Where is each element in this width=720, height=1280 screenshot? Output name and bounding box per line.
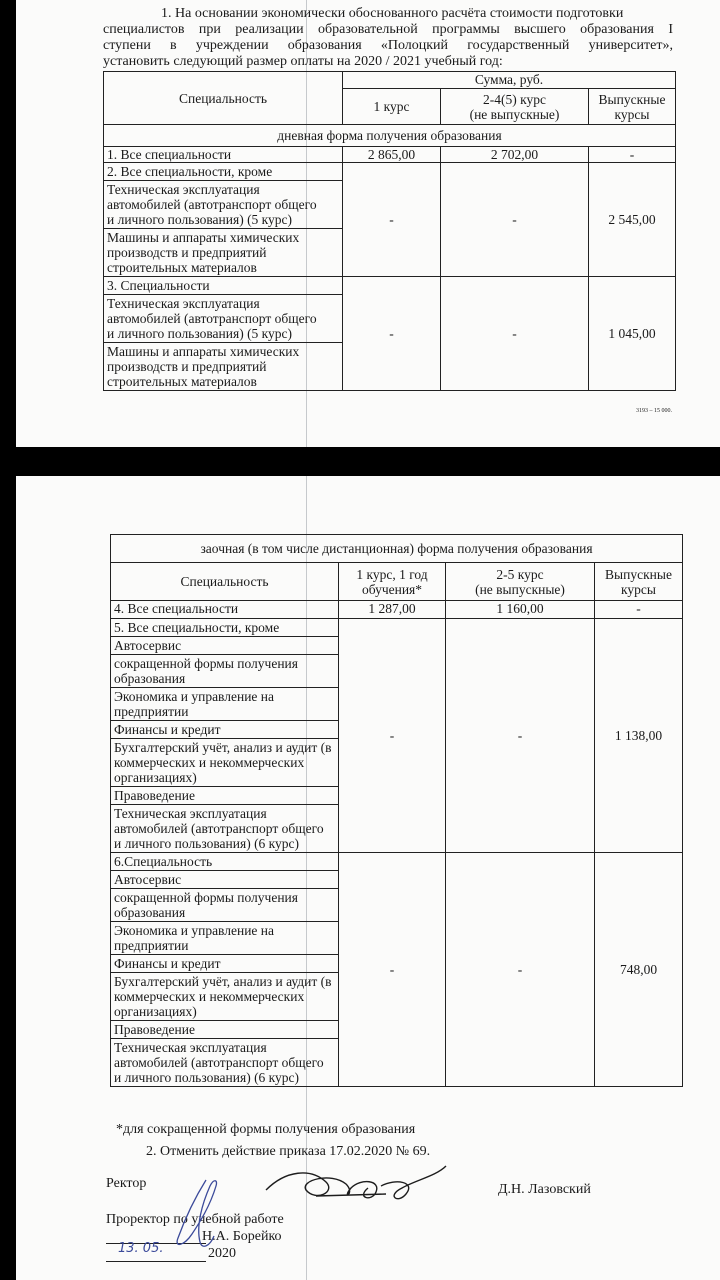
table-row bbox=[111, 601, 683, 619]
rector-label: Ректор bbox=[106, 1176, 147, 1191]
list-item: Техническая эксплуатация автомобилей (автотранспорт общего и личного пользования) (5 курс) bbox=[104, 295, 342, 343]
handwritten-date: 13. 05. bbox=[118, 1241, 164, 1256]
document-page-2 bbox=[16, 476, 720, 1280]
intro-line-3: ступени в учреждении образования «Полоцкий государственный университет», bbox=[103, 38, 673, 53]
rector-signature bbox=[256, 1160, 456, 1210]
list-item: Машины и аппараты химических производств и предприятий строительных материалов bbox=[107, 230, 300, 275]
cell-value: 2 702,00 bbox=[441, 147, 589, 163]
list-item: Техническая эксплуатация автомобилей (автотранспорт общего и личного пользования) (6 курс) bbox=[114, 1040, 324, 1085]
list-item: Машины и аппараты химических производств и предприятий строительных материалов bbox=[107, 344, 300, 389]
list-item: Финансы и кредит bbox=[111, 721, 338, 739]
cell-value: 2 865,00 bbox=[343, 147, 441, 163]
list-item: Правоведение bbox=[111, 787, 338, 805]
cell-value: 1 160,00 bbox=[446, 601, 595, 619]
row-group-5 bbox=[111, 619, 339, 853]
list-item: Бухгалтерский учёт, анализ и аудит (в коммерческих и некоммерческих организациях) bbox=[111, 973, 338, 1021]
list-item: Автосервис bbox=[111, 637, 338, 655]
list-item: Финансы и кредит bbox=[111, 955, 338, 973]
cell-value: - bbox=[446, 853, 595, 1087]
row-title: 6.Специальность bbox=[111, 853, 338, 871]
list-item: Техническая эксплуатация автомобилей (автотранспорт общего и личного пользования) (6 курс) bbox=[114, 806, 324, 851]
cell-value: - bbox=[343, 163, 441, 277]
rector-name: Д.Н. Лазовский bbox=[498, 1182, 591, 1197]
header-col-3: Выпускные курсы bbox=[595, 563, 683, 601]
header-col-1: 1 курс, 1 год обучения* bbox=[339, 563, 446, 601]
intro-line-1: 1. На основании экономически обоснованного расчёта стоимости подготовки bbox=[161, 6, 624, 21]
row-title: 2. Все специальности, кроме bbox=[104, 163, 342, 181]
header-col-1: 1 курс bbox=[343, 89, 441, 125]
cell-value: - bbox=[589, 147, 676, 163]
cell-value: - bbox=[339, 619, 446, 853]
row-name: 1. Все специальности bbox=[104, 147, 343, 163]
header-specialty: Специальность bbox=[111, 563, 339, 601]
cell-value: - bbox=[595, 601, 683, 619]
list-item: сокращенной формы получения образования bbox=[111, 655, 338, 688]
fee-table-extramural bbox=[110, 534, 683, 1087]
table-row bbox=[104, 147, 676, 163]
table-row bbox=[104, 277, 676, 391]
row-name: 4. Все специальности bbox=[111, 601, 339, 619]
section-day-form: дневная форма получения образования bbox=[104, 125, 676, 147]
order-item-2: 2. Отменить действие приказа 17.02.2020 № 69. bbox=[146, 1144, 431, 1159]
date-line bbox=[106, 1261, 206, 1262]
cell-value: 1 138,00 bbox=[595, 619, 683, 853]
list-item: Бухгалтерский учёт, анализ и аудит (в коммерческих и некоммерческих организациях) bbox=[111, 739, 338, 787]
header-col-2: 2-5 курс (не выпускные) bbox=[446, 563, 595, 601]
row-title: 5. Все специальности, кроме bbox=[111, 619, 338, 637]
table-row bbox=[111, 853, 683, 1087]
row-title: 3. Специальности bbox=[104, 277, 342, 295]
header-specialty: Специальность bbox=[104, 72, 343, 125]
table-row bbox=[104, 163, 676, 277]
row-group-3 bbox=[104, 277, 343, 391]
list-item: Правоведение bbox=[111, 1021, 338, 1039]
fee-table-day bbox=[103, 71, 676, 391]
footnote: *для сокращенной формы получения образования bbox=[116, 1122, 416, 1137]
cell-value: - bbox=[446, 619, 595, 853]
list-item: сокращенной формы получения образования bbox=[111, 889, 338, 922]
document-page-1 bbox=[16, 0, 720, 447]
list-item: Техническая эксплуатация автомобилей (автотранспорт общего и личного пользования) (5 курс) bbox=[104, 181, 342, 229]
print-code: 3193 – 15 000. bbox=[636, 408, 672, 414]
cell-value: - bbox=[343, 277, 441, 391]
prorector-name: Н.А. Борейко bbox=[202, 1229, 282, 1244]
list-item: Автосервис bbox=[111, 871, 338, 889]
section-extramural-form: заочная (в том числе дистанционная) форма получения образования bbox=[111, 535, 683, 563]
header-sum: Сумма, руб. bbox=[343, 72, 676, 89]
intro-line-4: установить следующий размер оплаты на 2020 / 2021 учебный год: bbox=[103, 54, 503, 69]
cell-value: 2 545,00 bbox=[589, 163, 676, 277]
cell-value: - bbox=[441, 277, 589, 391]
row-group-2 bbox=[104, 163, 343, 277]
table-row bbox=[111, 619, 683, 853]
cell-value: 748,00 bbox=[595, 853, 683, 1087]
prorector-signature bbox=[166, 1176, 236, 1256]
intro-line-2: специалистов при реализации образовательной программы высшего образования I bbox=[103, 22, 673, 37]
cell-value: 1 287,00 bbox=[339, 601, 446, 619]
cell-value: 1 045,00 bbox=[589, 277, 676, 391]
cell-value: - bbox=[339, 853, 446, 1087]
cell-value: - bbox=[441, 163, 589, 277]
date-year: 2020 bbox=[208, 1246, 236, 1261]
list-item: Экономика и управление на предприятии bbox=[111, 688, 338, 721]
header-col-2: 2-4(5) курс (не выпускные) bbox=[441, 89, 589, 125]
row-group-6 bbox=[111, 853, 339, 1087]
list-item: Экономика и управление на предприятии bbox=[111, 922, 338, 955]
prorector-label: Проректор по учебной работе bbox=[106, 1212, 284, 1227]
header-col-3: Выпускные курсы bbox=[589, 89, 676, 125]
